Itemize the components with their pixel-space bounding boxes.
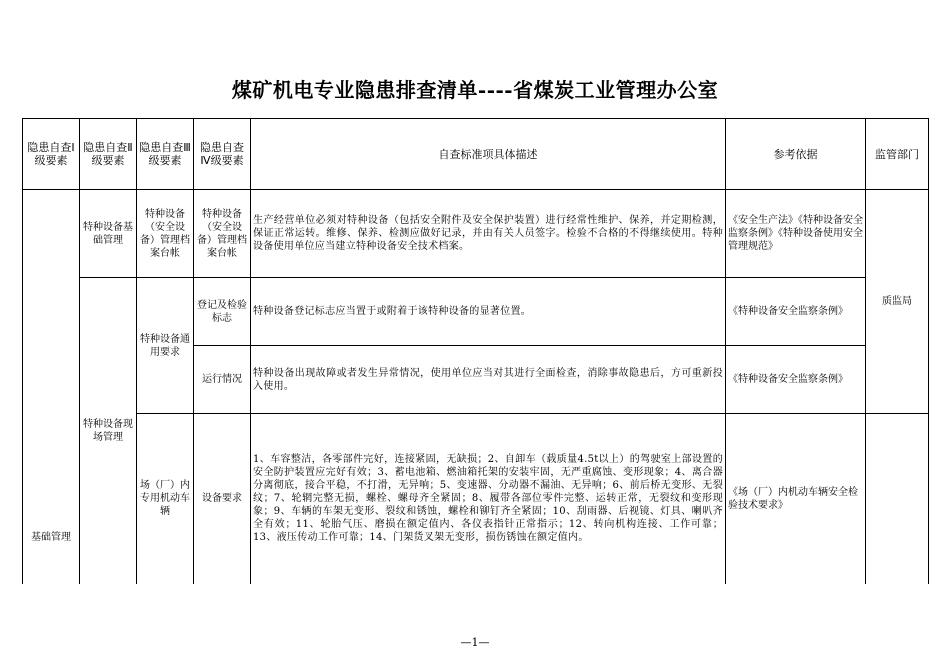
description-cell: 特种设备登记标志应当置于或附着于该特种设备的显著位置。 bbox=[251, 278, 726, 346]
table-row bbox=[23, 190, 929, 278]
supervisor-cell-empty bbox=[866, 414, 929, 584]
header-level3: 隐患自查Ⅲ级要素 bbox=[137, 119, 194, 190]
header-level1: 隐患自查Ⅰ级要素 bbox=[23, 119, 80, 190]
level3-cell: 特种设备（安全设备）管理档案台帐 bbox=[137, 190, 194, 278]
table-row bbox=[23, 414, 929, 584]
level2-cell: 特种设备基础管理 bbox=[80, 190, 137, 278]
header-level2: 隐患自查Ⅱ级要素 bbox=[80, 119, 137, 190]
document-title: 煤矿机电专业隐患排查清单----省煤炭工业管理办公室 bbox=[231, 78, 719, 102]
table-header-row bbox=[23, 119, 929, 190]
description-cell: 1、车容整洁，各零部件完好，连接紧固，无缺损；2、自卸车（载质量4.5t以上）的驾驶室上部设置的安全防护装置应完好有效；3、蓄电池箱、燃油箱托架的安装牢固，无严重腐蚀、变形现象；4、离合器分离彻底，接合平稳，不打滑，无异响；5、变速器、分动器不漏油、无异响；6、前后桥无变形、无裂纹；7、轮辋完整无损，螺栓、螺母齐全紧固；8、履带各部位零件完整、运转正常，无裂纹和变形现象；9、车辆的车架无变形、裂纹和锈蚀，螺栓和铆钉齐全紧固；10、刮雨器、后视镜、灯具、喇叭齐全有效；11、轮胎气压、磨损在额定值内、各仪表指针正常指示；12、转向机构连接、工作可靠；13、液压传动工作可靠；14、门架货叉架无变形，损伤锈蚀在额定值内。 bbox=[251, 414, 726, 584]
hazard-checklist-table bbox=[22, 118, 929, 584]
header-basis: 参考依据 bbox=[726, 119, 866, 190]
header-level4: 隐患自查Ⅳ级要素 bbox=[194, 119, 251, 190]
basis-cell: 《特种设备安全监察条例》 bbox=[726, 346, 866, 414]
level2-cell: 特种设备现场管理 bbox=[80, 278, 137, 584]
header-description: 自查标准项具体描述 bbox=[251, 119, 726, 190]
level4-cell: 运行情况 bbox=[194, 346, 251, 414]
header-supervisor: 监管部门 bbox=[866, 119, 929, 190]
level4-cell: 设备要求 bbox=[194, 414, 251, 584]
description-cell: 生产经营单位必须对特种设备（包括安全附件及安全保护装置）进行经常性维护、保养，并定期检测，保证正常运转。维修、保养、检测应做好记录，并由有关人员签字。检验不合格的不得继续使用。特种设备使用单位应当建立特种设备安全技术档案。 bbox=[251, 190, 726, 278]
basis-cell: 《特种设备安全监察条例》 bbox=[726, 278, 866, 346]
level4-cell: 登记及检验标志 bbox=[194, 278, 251, 346]
supervisor-cell: 质监局 bbox=[866, 190, 929, 414]
basis-cell: 《场（厂）内机动车辆安全检验技术要求》 bbox=[726, 414, 866, 584]
description-cell: 特种设备出现故障或者发生异常情况，使用单位应当对其进行全面检查，消除事故隐患后，方可重新投入使用。 bbox=[251, 346, 726, 414]
page-number: —1— bbox=[460, 636, 490, 649]
table-row bbox=[23, 278, 929, 346]
level1-cell: 基础管理 bbox=[23, 190, 80, 584]
basis-cell: 《安全生产法》《特种设备安全监察条例》《特种设备使用安全管理规范》 bbox=[726, 190, 866, 278]
level3-cell: 场（厂）内专用机动车辆 bbox=[137, 414, 194, 584]
level4-cell: 特种设备（安全设备）管理档案台帐 bbox=[194, 190, 251, 278]
level3-cell: 特种设备通用要求 bbox=[137, 278, 194, 414]
